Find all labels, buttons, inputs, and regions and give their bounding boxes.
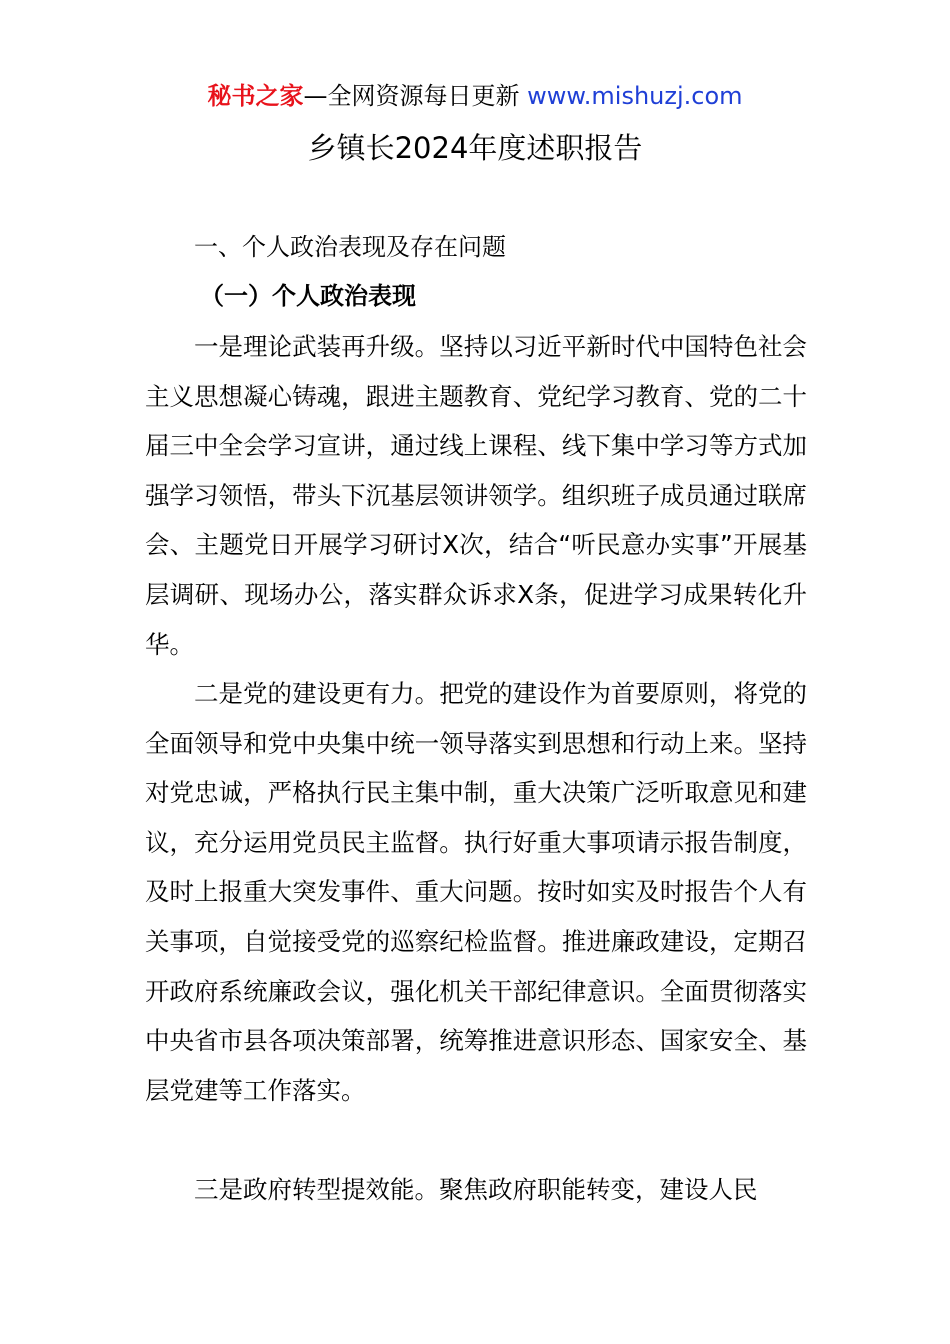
- section-heading: 一、个人政治表现及存在问题: [194, 233, 506, 261]
- document-title: 乡镇长2024年度述职报告: [307, 131, 643, 165]
- paragraph-3: 三是政府转型提效能。聚焦政府职能转变，建设人民: [194, 1175, 758, 1204]
- site-header: [0, 78, 950, 114]
- brand-name: 秘书之家: [207, 82, 304, 110]
- site-url-link[interactable]: www.mishuzj.com: [527, 82, 743, 110]
- paragraph-1: 一是理论武装再升级。坚持以习近平新时代中国特色社会主义思想凝心铸魂，跟进主题教育、党纪学习教育、党的二十届三中全会学习宣讲，通过线上课程、线下集中学习等方式加强学习领悟，带头下沉基层领讲领学。组织班子成员通过联席会、主题党日开展学习研讨X次，结合“听民意办实事”开展基层调研、现场办公，落实群众诉求X条，促进学习成果转化升华。: [145, 332, 807, 659]
- paragraph-2: 二是党的建设更有力。把党的建设作为首要原则，将党的全面领导和党中央集中统一领导落实到思想和行动上来。坚持对党忠诚，严格执行民主集中制，重大决策广泛听取意见和建议，充分运用党员民主监督。执行好重大事项请示报告制度，及时上报重大突发事件、重大问题。按时如实及时报告个人有关事项，自觉接受党的巡察纪检监督。推进廉政建设，定期召开政府系统廉政会议，强化机关干部纪律意识。全面贯彻落实中央省市县各项决策部署，统筹推进意识形态、国家安全、基层党建等工作落实。: [145, 679, 807, 1105]
- header-tagline: —全网资源每日更新: [303, 82, 528, 110]
- subsection-heading: （一）个人政治表现: [200, 282, 416, 310]
